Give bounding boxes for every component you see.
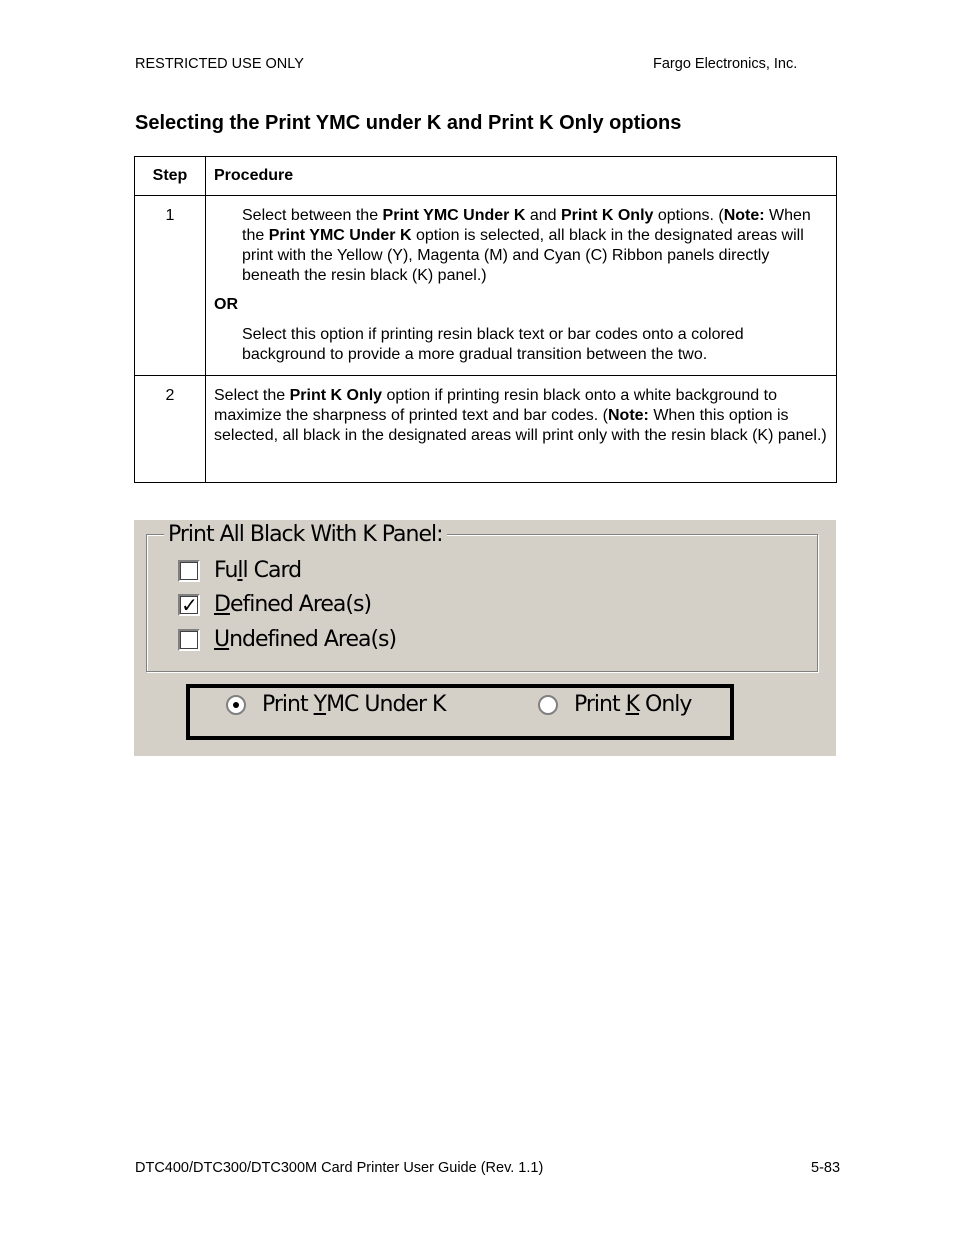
procedure-table <box>134 156 837 483</box>
procedure-paragraph: Select between the Print YMC Under K and Print K Only options. (Note: When the Print YMC Under K option is selected, all black in the designated areas will print with the Yellow (Y), Magenta (M) and Cyan (C) Ribbon panels directly beneath the resin black (K) panel.) <box>242 207 811 284</box>
radio-selected-dot <box>233 702 239 708</box>
radio-label: Print YMC Under K <box>262 692 446 717</box>
checkbox-label: Defined Area(s) <box>214 592 372 617</box>
radio-button[interactable] <box>538 695 558 715</box>
checkbox-label: Undefined Area(s) <box>214 627 397 652</box>
page-number: 5-83 <box>811 1160 841 1176</box>
checkbox-box[interactable] <box>178 629 200 651</box>
page-title: Selecting the Print YMC under K and Print K Only options <box>135 112 682 134</box>
checkbox-label: Full Card <box>214 558 302 583</box>
radio-print-ymc-under-k[interactable] <box>226 692 445 717</box>
dialog-screenshot <box>134 520 836 756</box>
checkbox-undefined-areas[interactable] <box>178 627 396 652</box>
checkbox-full-card[interactable] <box>178 558 301 583</box>
radio-button[interactable] <box>226 695 246 715</box>
table-row <box>135 196 837 376</box>
header-left: RESTRICTED USE ONLY <box>135 56 304 72</box>
table-row <box>135 376 837 483</box>
or-label: OR <box>214 296 238 313</box>
step-number: 2 <box>135 376 206 483</box>
column-header-step: Step <box>135 157 206 196</box>
column-header-procedure: Procedure <box>206 157 837 196</box>
group-label: Print All Black With K Panel: <box>164 522 447 547</box>
radio-print-k-only[interactable] <box>538 692 691 717</box>
checkmark-icon: ✓ <box>181 592 197 617</box>
checkbox-defined-areas[interactable] <box>178 592 371 617</box>
procedure-cell <box>206 376 837 483</box>
procedure-paragraph: Select this option if printing resin black text or bar codes onto a colored background to provide a more gradual transition between the two. <box>242 326 744 363</box>
checkbox-box[interactable] <box>178 594 200 616</box>
radio-label: Print K Only <box>574 692 692 717</box>
step-number: 1 <box>135 196 206 376</box>
procedure-paragraph: Select the Print K Only option if printing resin black onto a white background to maximize the sharpness of printed text and bar codes. (Note: When this option is selected, all black in the designated areas will print only with the resin black (K) panel.) <box>214 387 827 444</box>
footer-left: DTC400/DTC300/DTC300M Card Printer User Guide (Rev. 1.1) <box>135 1160 544 1176</box>
procedure-cell <box>206 196 837 376</box>
table-header-row <box>135 157 837 196</box>
header-right: Fargo Electronics, Inc. <box>653 56 798 72</box>
checkbox-box[interactable] <box>178 560 200 582</box>
